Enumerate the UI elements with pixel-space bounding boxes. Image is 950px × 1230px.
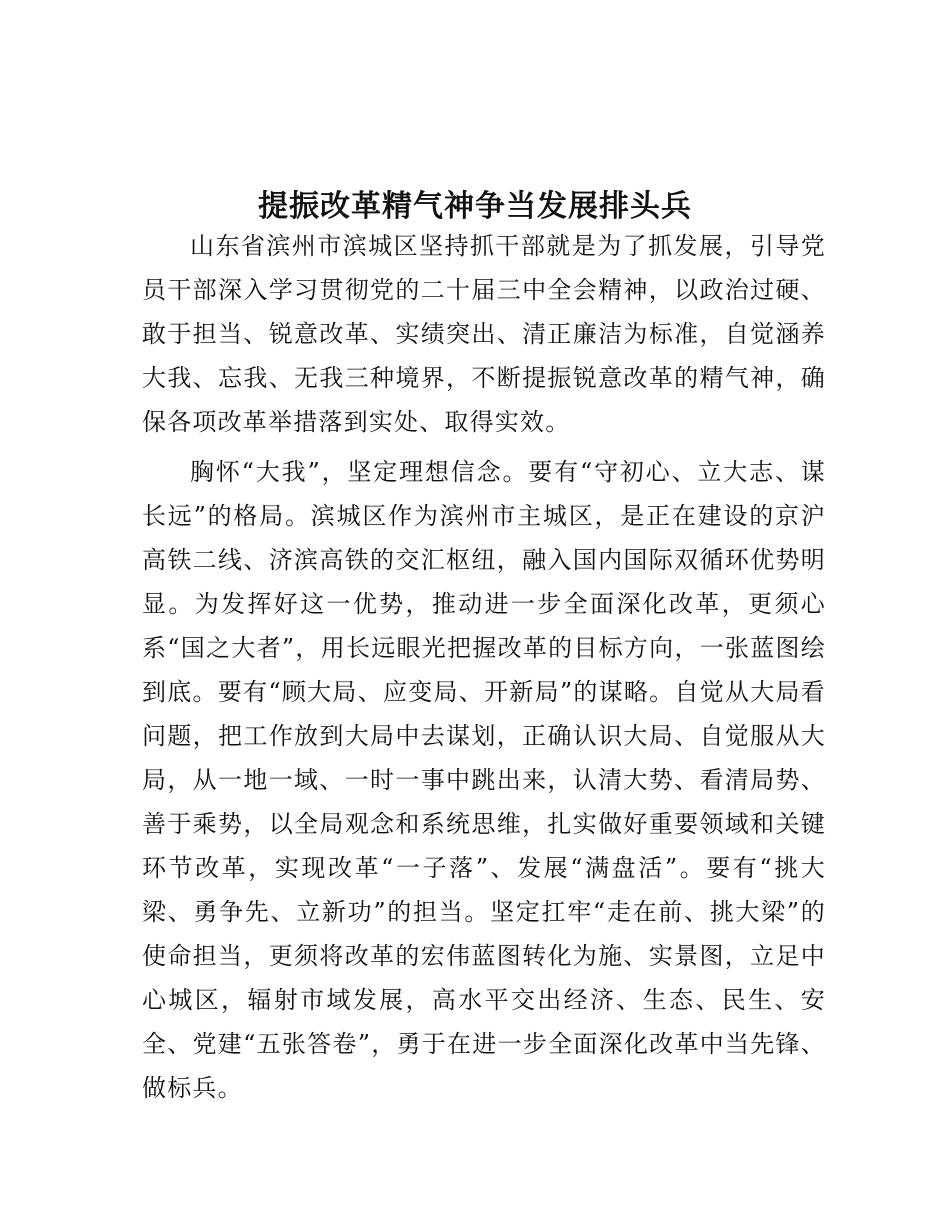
- paragraph-intro: 山东省滨州市滨城区坚持抓干部就是为了抓发展，引导党员干部深入学习贯彻党的二十届三中全会精神，以政治过硬、敢于担当、锐意改革、实绩突出、清正廉洁为标准，自觉涵养大我、忘我、无我三种境界，不断提振锐意改革的精气神，确保各项改革举措落到实处、取得实效。: [142, 232, 826, 436]
- page-title: 提振改革精气神争当发展排头兵: [258, 189, 692, 225]
- paragraph-big-self: 胸怀“大我”，坚定理想信念。要有“守初心、立大志、谋长远”的格局。滨城区作为滨州市主城区，是正在建设的京沪高铁二线、济滨高铁的交汇枢纽，融入国内国际双循环优势明显。为发挥好这一优势，推动进一步全面深化改革，更须心系“国之大者”，用长远眼光把握改革的目标方向，一张蓝图绘到底。要有“顾大局、应变局、开新局”的谋略。自觉从大局看问题，把工作放到大局中去谋划，正确认识大局、自觉服从大局，从一地一域、一时一事中跳出来，认清大势、看清局势、善于乘势，以全局观念和系统思维，扎实做好重要领域和关键环节改革，实现改革“一子落”、发展“满盘活”。要有“挑大梁、勇争先、立新功”的担当。坚定扛牢“走在前、挑大梁”的使命担当，更须将改革的宏伟蓝图转化为施、实景图，立足中心城区，辐射市域发展，高水平交出经济、生态、民生、安全、党建“五张答卷”，勇于在进一步全面深化改革中当先锋、做标兵。: [142, 458, 826, 1102]
